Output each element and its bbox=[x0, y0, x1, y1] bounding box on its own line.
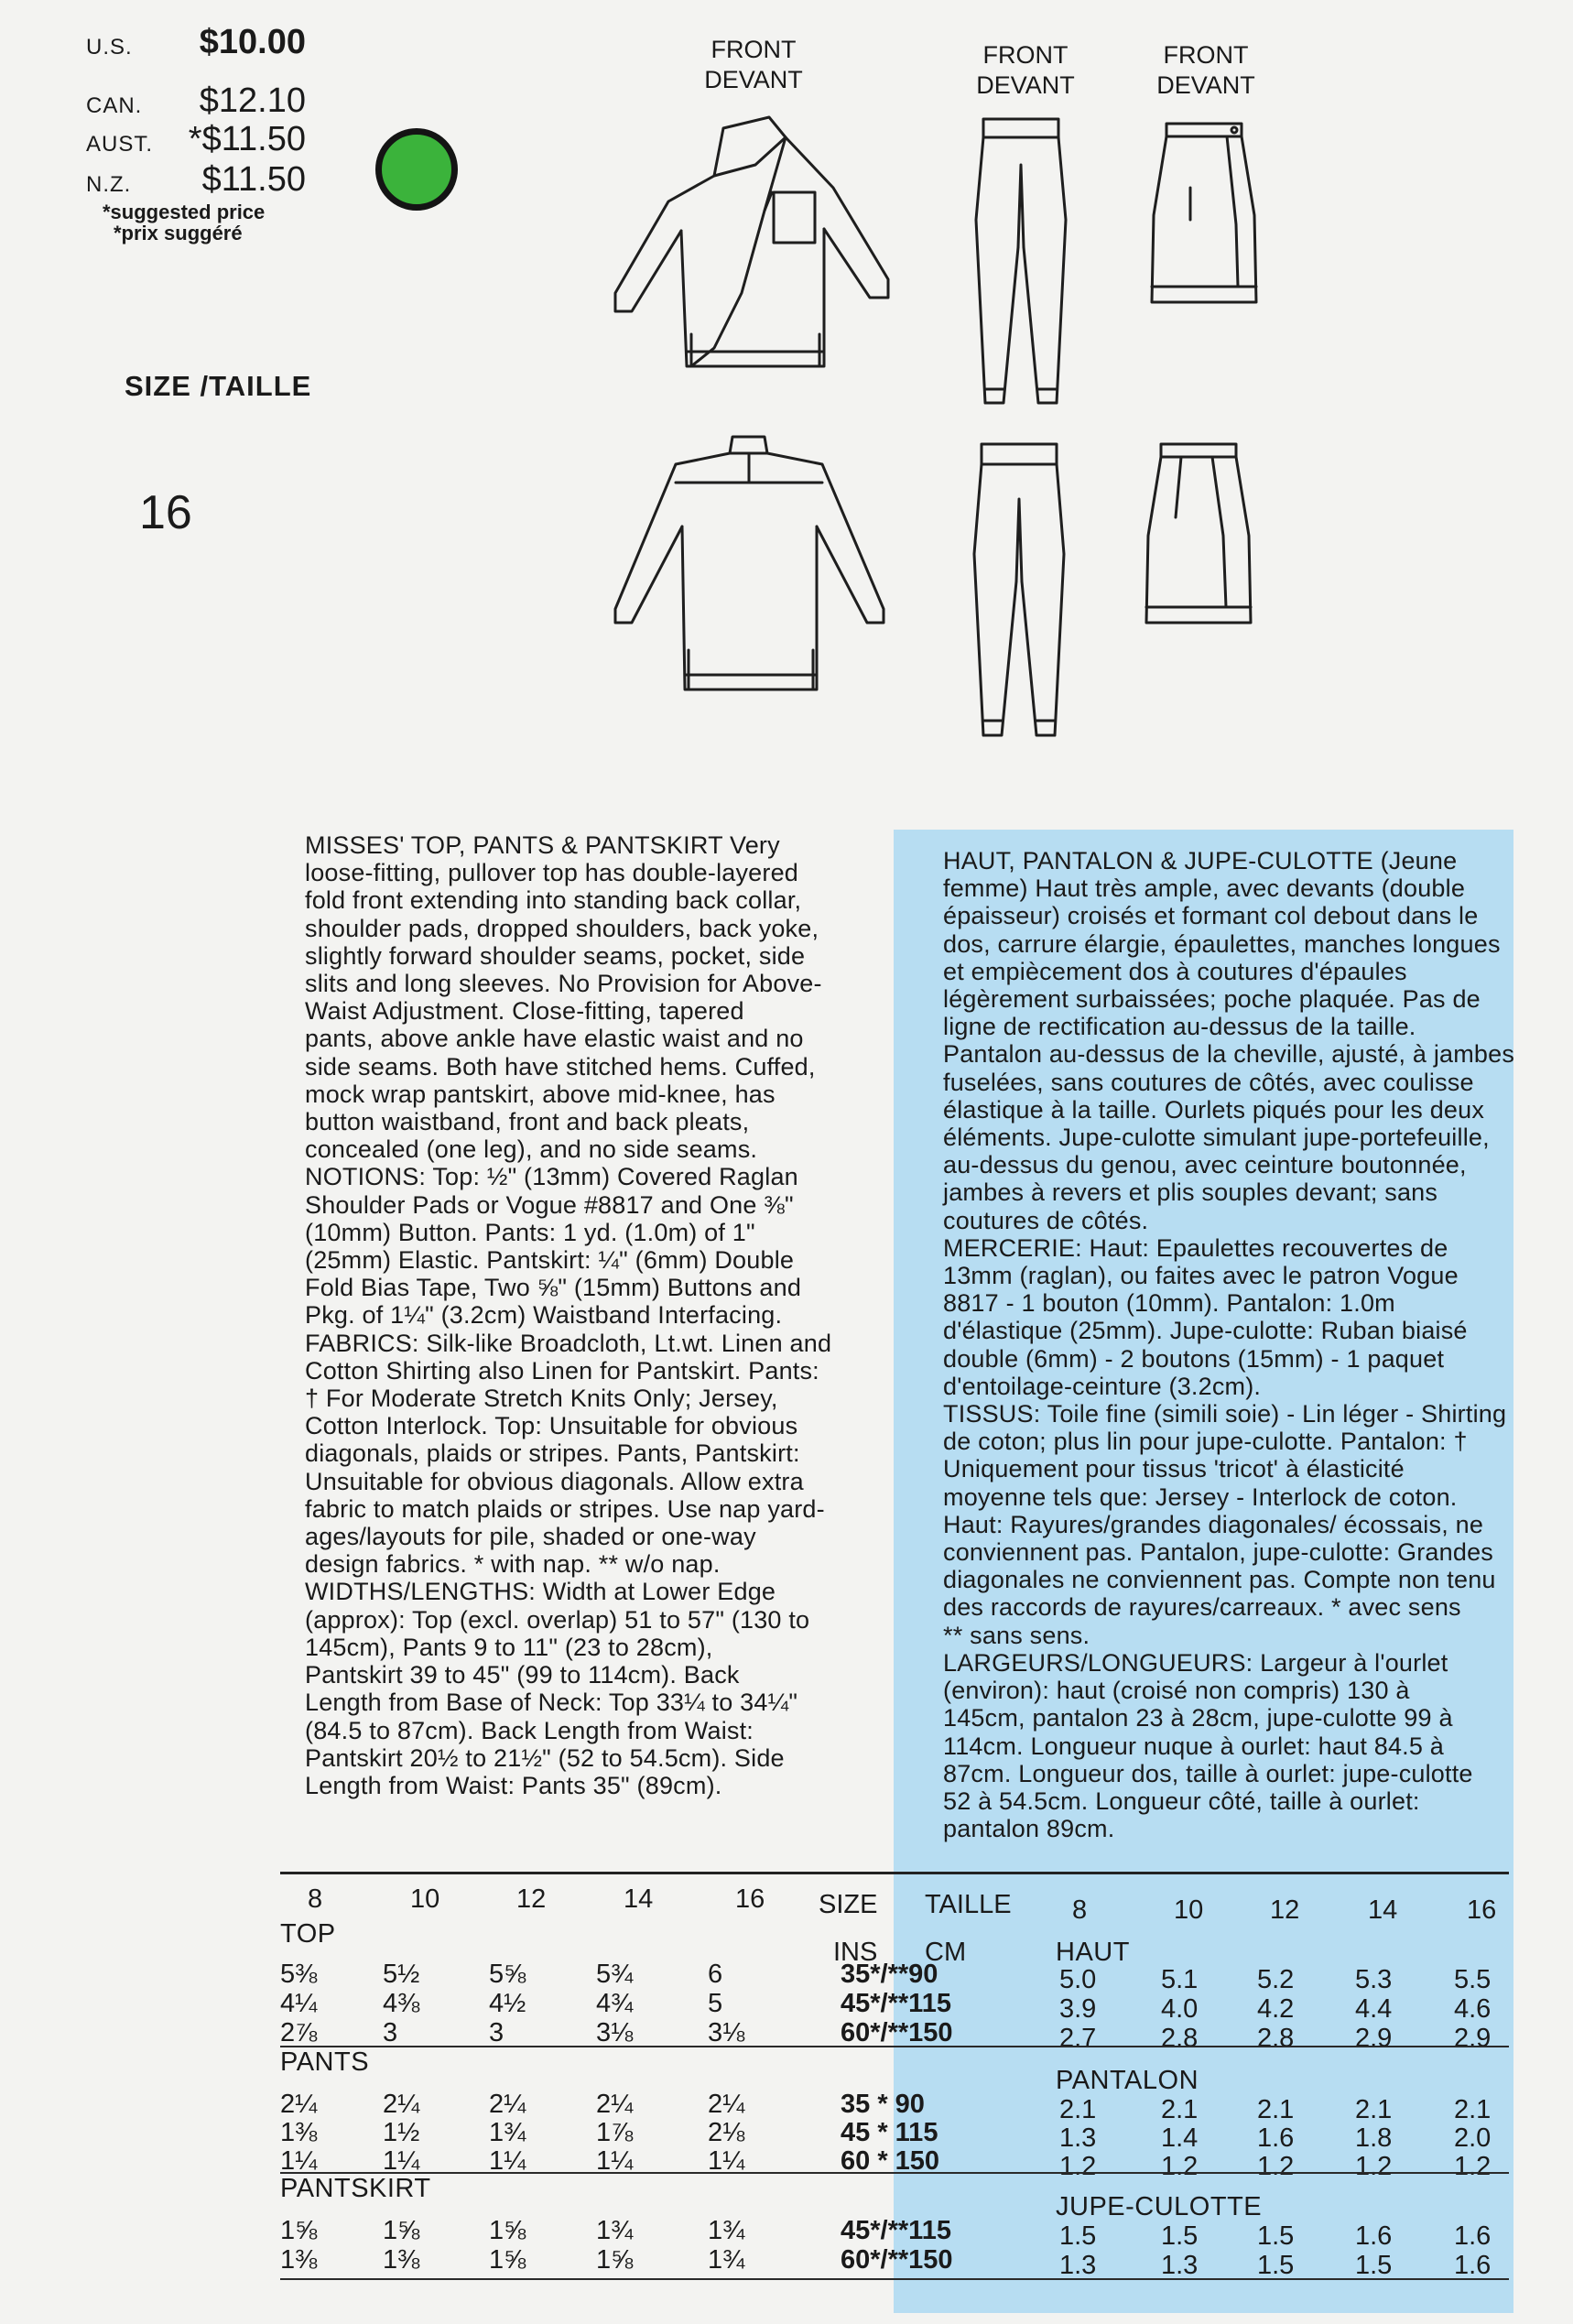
description-line: coutures de côtés. bbox=[943, 1206, 1149, 1234]
metric-cell: 5.3 bbox=[1355, 1965, 1393, 1994]
fabric-width-cell: 45*/**115 bbox=[841, 2216, 951, 2245]
metric-cell: 2.9 bbox=[1355, 2024, 1393, 2053]
description-english bbox=[305, 831, 831, 1799]
metric-cell: 1.2 bbox=[1059, 2152, 1097, 2181]
yardage-cell: 6 bbox=[708, 1960, 723, 1989]
ins-header: INS bbox=[833, 1938, 878, 1967]
yardage-cell: 4¾ bbox=[596, 1989, 634, 2018]
description-line: (environ): haut (croisé non compris) 130 à bbox=[943, 1677, 1410, 1705]
yardage-cell: 1⅞ bbox=[596, 2118, 634, 2147]
description-line: WIDTHS/LENGTHS: Width at Lower Edge bbox=[305, 1578, 776, 1606]
description-line: concealed (one leg), and no side seams. bbox=[305, 1135, 758, 1164]
yardage-cell: 2¼ bbox=[596, 2090, 634, 2119]
section-divider bbox=[280, 2172, 1509, 2174]
yardage-cell: 2¼ bbox=[708, 2090, 745, 2119]
section-label-fr: HAUT bbox=[1056, 1938, 1130, 1967]
description-line: diagonals, plaids or stripes. Pants, Pantskirt: bbox=[305, 1439, 800, 1468]
metric-cell: 1.3 bbox=[1161, 2251, 1199, 2280]
description-line: 145cm, pantalon 23 à 28cm, jupe-culotte 99 à bbox=[943, 1704, 1453, 1732]
description-line: Haut: Rayures/grandes diagonales/ écossais, ne bbox=[943, 1510, 1484, 1538]
description-line: (25mm) Elastic. Pantskirt: ¼" (6mm) Double bbox=[305, 1246, 795, 1275]
description-line: pantalon 89cm. bbox=[943, 1815, 1115, 1843]
description-line: (10mm) Button. Pants: 1 yd. (1.0m) of 1" bbox=[305, 1218, 755, 1246]
description-line: dos, carrure élargie, épaulettes, manches longues bbox=[943, 929, 1501, 958]
description-line: TISSUS: Toile fine (simili soie) - Lin léger - Shirting bbox=[943, 1400, 1507, 1428]
price-value: $11.50 bbox=[201, 160, 306, 199]
yardage-cell: 5 bbox=[708, 1989, 723, 2018]
description-line: double (6mm) - 2 boutons (15mm) - 1 paquet bbox=[943, 1344, 1445, 1373]
description-line: d'élastique (25mm). Jupe-culotte: Ruban biaisé bbox=[943, 1317, 1468, 1345]
description-line: des raccords de rayures/carreaux. * avec sens bbox=[943, 1593, 1461, 1622]
description-line: 145cm), Pants 9 to 11" (23 to 28cm), bbox=[305, 1633, 713, 1661]
yardage-cell: 2⅛ bbox=[708, 2118, 745, 2147]
metric-cell: 1.6 bbox=[1454, 2221, 1492, 2251]
description-line: 114cm. Longueur nuque à ourlet: haut 84.5 à bbox=[943, 1732, 1445, 1760]
metric-cell: 2.8 bbox=[1161, 2024, 1199, 2053]
description-line: slightly forward shoulder seams, pocket, side bbox=[305, 941, 806, 970]
metric-cell: 2.1 bbox=[1454, 2095, 1492, 2124]
price-can bbox=[86, 81, 306, 121]
metric-cell: 5.1 bbox=[1161, 1965, 1199, 1994]
fabric-width-cell: 45 * 115 bbox=[841, 2118, 938, 2147]
pantskirt-front-drawing bbox=[1144, 114, 1264, 311]
yardage-cell: 1¼ bbox=[280, 2146, 318, 2176]
metric-cell: 1.5 bbox=[1161, 2221, 1199, 2251]
yardage-cell: 1¼ bbox=[489, 2146, 526, 2176]
yardage-table-top-rule bbox=[280, 1872, 1509, 1874]
metric-cell: 2.1 bbox=[1257, 2095, 1295, 2124]
description-line: Length from Waist: Pants 35" (89cm). bbox=[305, 1771, 722, 1799]
description-line: de coton; plus lin pour jupe-culotte. Pantalon: † bbox=[943, 1428, 1468, 1456]
metric-cell: 1.6 bbox=[1257, 2123, 1295, 2153]
description-line: (approx): Top (excl. overlap) 51 to 57" (130 to bbox=[305, 1605, 810, 1634]
description-line: Pkg. of 1¼" (3.2cm) Waistband Interfacing. bbox=[305, 1301, 783, 1330]
size-header-left: 10 bbox=[410, 1884, 440, 1914]
description-line: fuselées, sans coutures de côtés, avec coulisse bbox=[943, 1068, 1474, 1096]
description-line: 13mm (raglan), ou faites avec le patron Vogue bbox=[943, 1262, 1459, 1290]
metric-cell: 1.5 bbox=[1059, 2221, 1097, 2251]
yardage-cell: 1⅝ bbox=[489, 2245, 526, 2275]
description-line: 8817 - 1 bouton (10mm). Pantalon: 1.0m bbox=[943, 1289, 1395, 1318]
suggested-price-note: *suggested price bbox=[103, 201, 266, 223]
metric-cell: 2.1 bbox=[1059, 2095, 1097, 2124]
metric-cell: 1.4 bbox=[1161, 2123, 1199, 2153]
yardage-cell: 1¼ bbox=[596, 2146, 634, 2176]
cm-header: CM bbox=[925, 1938, 967, 1967]
description-line: NOTIONS: Top: ½" (13mm) Covered Raglan bbox=[305, 1163, 798, 1191]
yardage-cell: 1⅝ bbox=[596, 2245, 634, 2275]
yardage-cell: 3 bbox=[383, 2018, 398, 2047]
metric-cell: 2.0 bbox=[1454, 2123, 1492, 2153]
size-header-left: 16 bbox=[735, 1884, 765, 1914]
yardage-cell: 2⅞ bbox=[280, 2018, 318, 2047]
yardage-cell: 4¼ bbox=[280, 1989, 318, 2018]
section-label: TOP bbox=[280, 1919, 336, 1949]
pants-back-drawing bbox=[969, 435, 1069, 746]
description-french bbox=[943, 847, 1514, 1842]
fabric-width-cell: 45*/**115 bbox=[841, 1989, 951, 2018]
fabric-width-cell: 60*/**150 bbox=[841, 2018, 953, 2047]
description-line: ** sans sens. bbox=[943, 1621, 1090, 1649]
description-line: Unsuitable for obvious diagonals. Allow extra bbox=[305, 1467, 804, 1495]
metric-cell: 4.6 bbox=[1454, 1994, 1492, 2024]
yardage-cell: 1⅜ bbox=[280, 2245, 318, 2275]
yardage-cell: 1¾ bbox=[489, 2118, 526, 2147]
description-line: Shoulder Pads or Vogue #8817 and One ⅜" bbox=[305, 1190, 794, 1219]
description-line: fabric to match plaids or stripes. Use nap yard- bbox=[305, 1494, 825, 1523]
metric-cell: 4.2 bbox=[1257, 1994, 1295, 2024]
description-line: jambes à revers et plis souples devant; sans bbox=[943, 1178, 1438, 1207]
table-bottom-rule bbox=[280, 2278, 1509, 2280]
yardage-cell: 1½ bbox=[383, 2118, 420, 2147]
pants-front-drawing bbox=[971, 110, 1071, 421]
description-line: Uniquement pour tissus 'tricot' à élasticité bbox=[943, 1455, 1405, 1483]
yardage-cell: 2¼ bbox=[489, 2090, 526, 2119]
yardage-cell: 5¾ bbox=[596, 1960, 634, 1989]
description-line: Length from Base of Neck: Top 33¼ to 34¼" bbox=[305, 1689, 798, 1717]
yardage-cell: 1⅝ bbox=[280, 2216, 318, 2245]
metric-cell: 2.7 bbox=[1059, 2024, 1097, 2053]
metric-cell: 4.4 bbox=[1355, 1994, 1393, 2024]
size-header-left: 8 bbox=[308, 1884, 323, 1914]
metric-cell: 1.3 bbox=[1059, 2251, 1097, 2280]
metric-cell: 1.8 bbox=[1355, 2123, 1393, 2153]
description-line: ages/layouts for pile, shaded or one-way bbox=[305, 1523, 756, 1551]
caption-pants-front bbox=[952, 40, 1099, 101]
metric-cell: 5.2 bbox=[1257, 1965, 1295, 1994]
metric-cell: 1.3 bbox=[1059, 2123, 1097, 2153]
description-line: Pantskirt 20½ to 21½" (52 to 54.5cm). Side bbox=[305, 1743, 785, 1772]
description-line: pants, above ankle have elastic waist and no bbox=[305, 1025, 804, 1053]
metric-cell: 3.9 bbox=[1059, 1994, 1097, 2024]
metric-cell: 1.2 bbox=[1454, 2152, 1492, 2181]
section-label-fr: JUPE-CULOTTE bbox=[1056, 2192, 1263, 2221]
yardage-cell: 1⅜ bbox=[383, 2245, 420, 2275]
metric-cell: 1.2 bbox=[1355, 2152, 1393, 2181]
description-line: mock wrap pantskirt, above mid-knee, has bbox=[305, 1080, 776, 1108]
caption-pantskirt-front bbox=[1133, 40, 1279, 101]
taille-header: TAILLE bbox=[925, 1890, 1012, 1919]
metric-cell: 1.5 bbox=[1257, 2221, 1295, 2251]
yardage-cell: 1⅜ bbox=[280, 2118, 318, 2147]
caption-top-front bbox=[680, 35, 827, 95]
description-line: † For Moderate Stretch Knits Only; Jersey, bbox=[305, 1385, 778, 1413]
price-label: U.S. bbox=[86, 35, 133, 60]
size-header-right: 8 bbox=[1072, 1895, 1088, 1925]
metric-cell: 1.5 bbox=[1355, 2251, 1393, 2280]
caption-line: FRONT bbox=[982, 41, 1069, 69]
description-line: épaisseur) croisés et formant col debout dans le bbox=[943, 902, 1479, 930]
metric-cell: 2.1 bbox=[1161, 2095, 1199, 2124]
description-line: élastique à la taille. Ourlets piqués pour les deux bbox=[943, 1095, 1485, 1124]
size-value: 16 bbox=[139, 486, 192, 539]
description-line: FABRICS: Silk-like Broadcloth, Lt.wt. Linen and bbox=[305, 1329, 832, 1357]
caption-line: FRONT bbox=[1163, 41, 1249, 69]
size-label: SIZE /TAILLE bbox=[125, 370, 312, 402]
size-header: SIZE bbox=[819, 1890, 878, 1919]
size-header-right: 10 bbox=[1174, 1895, 1204, 1925]
description-line: ligne de rectification au-dessus de la taille. bbox=[943, 1013, 1416, 1041]
metric-cell: 2.8 bbox=[1257, 2024, 1295, 2053]
yardage-cell: 5⅝ bbox=[489, 1960, 526, 1989]
description-line: diagonales ne conviennent pas. Compte non tenu bbox=[943, 1566, 1496, 1594]
price-label: AUST. bbox=[86, 132, 154, 157]
yardage-cell: 1⅝ bbox=[383, 2216, 420, 2245]
yardage-cell: 1¾ bbox=[708, 2245, 745, 2275]
description-line: Waist Adjustment. Close-fitting, tapered bbox=[305, 997, 744, 1026]
yardage-cell: 2¼ bbox=[383, 2090, 420, 2119]
description-line: design fabrics. * with nap. ** w/o nap. bbox=[305, 1550, 721, 1579]
yardage-cell: 2¼ bbox=[280, 2090, 318, 2119]
price-value: $10.00 bbox=[199, 23, 306, 61]
size-header-left: 14 bbox=[624, 1884, 654, 1914]
yardage-cell: 5½ bbox=[383, 1960, 420, 1989]
metric-cell: 1.6 bbox=[1454, 2251, 1492, 2280]
price-value: $12.10 bbox=[199, 81, 306, 120]
description-line: loose-fitting, pullover top has double-layered bbox=[305, 859, 799, 887]
description-line: au-dessus du genou, avec ceinture boutonnée, bbox=[943, 1151, 1467, 1179]
metric-cell: 1.2 bbox=[1257, 2152, 1295, 2181]
top-back-drawing bbox=[604, 426, 897, 700]
caption-line: DEVANT bbox=[1156, 71, 1255, 99]
price-label: N.Z. bbox=[86, 172, 132, 197]
price-nz bbox=[86, 160, 306, 200]
description-line: d'entoilage-ceinture (3.2cm). bbox=[943, 1372, 1262, 1400]
pantskirt-back-drawing bbox=[1139, 435, 1258, 632]
description-line: moyenne tels que: Jersey - Interlock de coton. bbox=[943, 1482, 1458, 1511]
caption-line: FRONT bbox=[711, 36, 797, 63]
description-line: slits and long sleeves. No Provision for Above- bbox=[305, 970, 822, 998]
description-line: 87cm. Longueur dos, taille à ourlet: jupe-culotte bbox=[943, 1759, 1473, 1787]
metric-cell: 5.5 bbox=[1454, 1965, 1492, 1994]
top-front-drawing bbox=[604, 110, 897, 385]
size-header-right: 16 bbox=[1467, 1895, 1497, 1925]
fabric-width-cell: 35 * 90 bbox=[841, 2090, 925, 2119]
yardage-cell: 1¾ bbox=[596, 2216, 634, 2245]
prix-suggere-note: *prix suggéré bbox=[114, 222, 243, 244]
yardage-cell: 1¼ bbox=[383, 2146, 420, 2176]
yardage-cell: 3⅛ bbox=[708, 2018, 745, 2047]
metric-cell: 2.1 bbox=[1355, 2095, 1393, 2124]
description-line: HAUT, PANTALON & JUPE-CULOTTE (Jeune bbox=[943, 847, 1458, 874]
price-us bbox=[86, 23, 306, 62]
yardage-cell: 1⅝ bbox=[489, 2216, 526, 2245]
yardage-cell: 1¼ bbox=[708, 2146, 745, 2176]
fabric-width-cell: 60 * 150 bbox=[841, 2146, 940, 2176]
price-value: *$11.50 bbox=[188, 120, 306, 158]
metric-cell: 5.0 bbox=[1059, 1965, 1097, 1994]
description-line: 52 à 54.5cm. Longueur côté, taille à ourlet: bbox=[943, 1786, 1420, 1815]
description-line: MISSES' TOP, PANTS & PANTSKIRT Very bbox=[305, 831, 780, 859]
description-line: button waistband, front and back pleats, bbox=[305, 1108, 750, 1136]
metric-cell: 2.9 bbox=[1454, 2024, 1492, 2053]
section-label: PANTSKIRT bbox=[280, 2174, 431, 2203]
fabric-width-cell: 60*/**150 bbox=[841, 2245, 953, 2275]
description-line: Pantalon au-dessus de la cheville, ajusté, à jambes bbox=[943, 1040, 1515, 1069]
price-label: CAN. bbox=[86, 93, 143, 118]
yardage-cell: 3 bbox=[489, 2018, 504, 2047]
size-header-right: 14 bbox=[1368, 1895, 1398, 1925]
description-line: Pantskirt 39 to 45" (99 to 114cm). Back bbox=[305, 1661, 740, 1689]
description-line: femme) Haut très ample, avec devants (double bbox=[943, 874, 1466, 903]
description-line: éléments. Jupe-culotte simulant jupe-portefeuille, bbox=[943, 1124, 1490, 1152]
description-line: shoulder pads, dropped shoulders, back yoke, bbox=[305, 914, 819, 942]
size-header-left: 12 bbox=[516, 1884, 547, 1914]
yardage-cell: 4⅜ bbox=[383, 1989, 420, 2018]
metric-cell: 1.2 bbox=[1161, 2152, 1199, 2181]
description-line: (84.5 to 87cm). Back Length from Waist: bbox=[305, 1716, 754, 1744]
yardage-cell: 3⅛ bbox=[596, 2018, 634, 2047]
description-line: conviennent pas. Pantalon, jupe-culotte: Grandes bbox=[943, 1538, 1493, 1567]
metric-cell: 1.5 bbox=[1257, 2251, 1295, 2280]
yardage-cell: 4½ bbox=[489, 1989, 526, 2018]
description-line: MERCERIE: Haut: Epaulettes recouvertes de bbox=[943, 1233, 1448, 1262]
caption-line: DEVANT bbox=[976, 71, 1075, 99]
yardage-cell: 5⅜ bbox=[280, 1960, 318, 1989]
section-divider bbox=[280, 2046, 1509, 2047]
description-line: Cotton Interlock. Top: Unsuitable for obvious bbox=[305, 1412, 798, 1440]
description-line: fold front extending into standing back collar, bbox=[305, 886, 802, 915]
description-line: et empiècement dos à coutures d'épaules bbox=[943, 957, 1407, 985]
section-label: PANTS bbox=[280, 2047, 370, 2077]
caption-line: DEVANT bbox=[704, 66, 803, 93]
description-line: Cotton Shirting also Linen for Pantskirt. Pants: bbox=[305, 1356, 819, 1385]
green-dot-badge bbox=[375, 128, 458, 211]
fabric-width-cell: 35*/**90 bbox=[841, 1960, 938, 1989]
metric-cell: 1.6 bbox=[1355, 2221, 1393, 2251]
description-line: légèrement surbaissées; poche plaquée. Pas de bbox=[943, 985, 1481, 1014]
description-line: LARGEURS/LONGUEURS: Largeur à l'ourlet bbox=[943, 1648, 1448, 1677]
metric-cell: 4.0 bbox=[1161, 1994, 1199, 2024]
yardage-cell: 1¾ bbox=[708, 2216, 745, 2245]
size-header-right: 12 bbox=[1270, 1895, 1300, 1925]
description-line: side seams. Both have stitched hems. Cuffed, bbox=[305, 1052, 816, 1081]
description-line: Fold Bias Tape, Two ⅝" (15mm) Buttons and bbox=[305, 1274, 802, 1302]
price-aust bbox=[86, 120, 306, 159]
section-label-fr: PANTALON bbox=[1056, 2066, 1199, 2095]
